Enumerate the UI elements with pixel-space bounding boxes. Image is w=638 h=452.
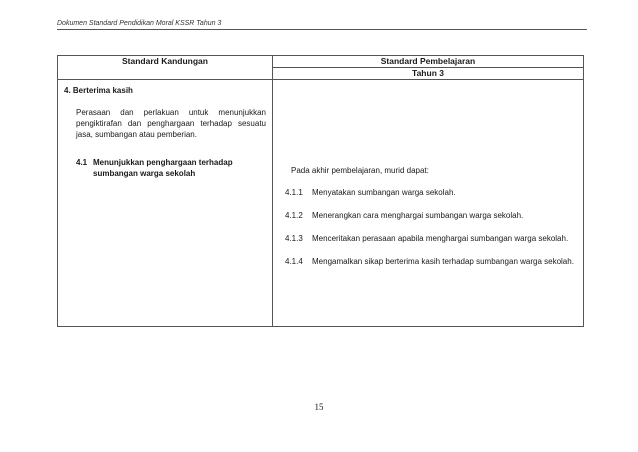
page-number: 15 — [314, 402, 324, 412]
item-code: 4.1.3 — [285, 234, 303, 243]
item-text: Menerangkan cara menghargai sumbangan warga sekolah. — [312, 211, 524, 220]
list-item — [285, 187, 577, 198]
header-standard-pembelajaran: Standard Pembelajaran — [273, 56, 584, 68]
item-code: 4.1.2 — [285, 211, 303, 220]
sub-topic-line2: sumbangan warga sekolah — [93, 169, 196, 178]
content-standard-cell — [58, 80, 273, 327]
sub-topic-line1: Menunjukkan penghargaan terhadap — [93, 158, 233, 167]
item-code: 4.1.4 — [285, 257, 303, 266]
topic-title: 4. Berterima kasih — [64, 86, 133, 95]
learning-standard-cell — [273, 80, 584, 327]
header-standard-kandungan: Standard Kandungan — [58, 56, 273, 80]
item-text: Menyatakan sumbangan warga sekolah. — [312, 188, 456, 197]
sub-topic — [76, 157, 266, 179]
item-text: Mengamalkan sikap berterima kasih terhadap sumbangan warga sekolah. — [312, 257, 574, 266]
list-item — [285, 233, 577, 244]
header-tahun: Tahun 3 — [273, 68, 584, 80]
list-item — [285, 210, 577, 221]
item-text: Menceritakan perasaan apabila menghargai sumbangan warga sekolah. — [312, 234, 569, 243]
topic-description: Perasaan dan perlakuan untuk menunjukkan pengiktirafan dan penghargaan terhadap sesuatu jasa, sumbangan atau pemberian. — [76, 108, 266, 139]
sub-topic-number: 4.1 — [76, 158, 88, 167]
standards-table — [57, 55, 584, 327]
list-item — [285, 256, 577, 267]
running-header: Dokumen Standard Pendidikan Moral KSSR Tahun 3 — [57, 20, 587, 30]
learning-intro: Pada akhir pembelajaran, murid dapat: — [291, 166, 429, 175]
item-code: 4.1.1 — [285, 188, 303, 197]
